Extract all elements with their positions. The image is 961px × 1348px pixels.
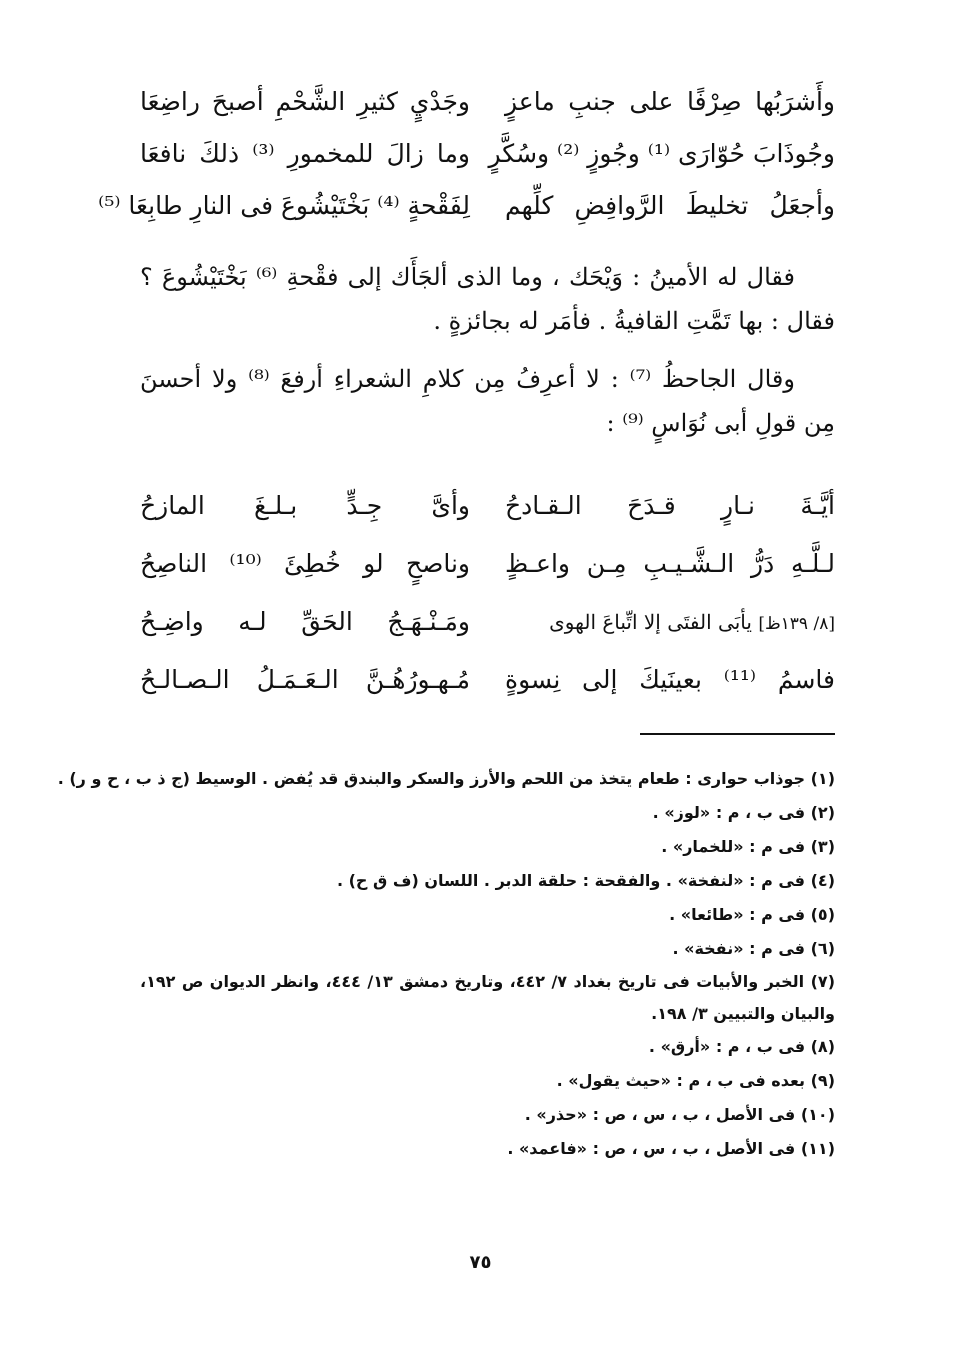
first-hemistich: لـلَّـهِ دَرُّ الـشَّـيـبِ مِـن واعـظٍ [505,549,835,578]
first-hemistich: فاسمُ ⁽¹¹⁾ بعينَيكَ إلى نِسوةٍ [505,665,835,694]
second-hemistich: لِفَقْحةٍ ⁽⁴⁾ بَخْتَيْشُوعَ فى النارِ طابِعَا ⁽⁵⁾ [98,191,470,220]
second-hemistich: وأىَّ جِـدٍّ بـلـغَ المازحُ [140,491,470,520]
footnote-separator [640,733,835,735]
footnote: (٣) فى م : «للخمار» . [661,837,835,856]
manuscript-folio-marker: [٨/ ١٣٩ظ] [758,614,835,634]
footnote: (١١) فى الأصل ، ب ، س ، ص : «فاعمد» . [507,1139,835,1158]
first-hemistich: أيَّـةَ نـارٍ قـدَحَ الـقـادحُ [505,491,835,520]
first-hemistich: وأَشرَبُها صِرْفًا على جنبِ ماعزٍ [505,87,835,116]
verse-line [140,660,835,718]
second-hemistich: وناصحٍ لو خُطِئَ ⁽¹⁰⁾ الناصِحُ [140,549,470,578]
page-number: ٧٥ [469,1252,492,1273]
footnotes [57,762,835,1166]
footnote: (٢) فى ب ، م : «لوز» . [652,803,835,822]
prose-text [140,255,835,445]
footnote: (٥) فى م : «طائعا» . [669,905,835,924]
second-hemistich: ومَـنْـهَـجُ الحَقِّ لـه واضِـحُ [140,607,470,636]
footnote: (١) جوذاب حوارى : طعام يتخذ من اللحم والأرز والسكر والبندق قد يُفض . الوسيط (ج ذ ب ، ح و ر) . [57,769,835,788]
first-hemistich: وأجعَلُ تخليطَ الرَّوافِضِ كلِّهم [505,191,835,220]
verse-line [140,134,835,186]
verse-line [140,486,835,544]
second-hemistich: مُـهـورُهُـنَّ الـعَـمَـلُ الـصـالـحُ [140,665,470,694]
paragraph: فقال له الأمينُ : وَيْحَك ، وما الذى ألجَأَك إلى فقْحةِ ⁽⁶⁾ بَخْتَيْشُوعَ ؟ فقال : بها تَمَّتِ القافيةُ . فأمَر له بجائزةٍ . [140,263,835,335]
paragraph: وقال الجاحظُ ⁽⁷⁾ : لا أعرِفُ مِن كلامِ الشعراءِ أرفعَ ⁽⁸⁾ ولا أحسنَ مِن قولِ أبى نُوَاسٍ ⁽⁹⁾ : [140,365,835,437]
first-hemistich [505,602,835,644]
footnote: (٩) بعده فى ب ، م : «حيث يقول» . [556,1071,835,1090]
footnote: (١٠) فى الأصل ، ب ، س ، ص : «حذر» . [524,1105,835,1124]
footnote: (٦) فى م : «نفخة» . [672,939,835,958]
poem-top [98,82,835,238]
second-hemistich: وما زالَ للمخمورِ ⁽³⁾ ذلكَ نافعَا [140,139,471,168]
footnote: (٨) فى ب ، م : «أرق» . [648,1037,835,1056]
verse-line [140,82,835,134]
verse-line [140,544,835,602]
first-hemistich: وجُوذَابَ حُوّارَى ⁽¹⁾ وجُوزٍ ⁽²⁾ وسُكَّرٍ [488,139,835,168]
poem-bottom [140,486,835,718]
second-hemistich: وجَدْيٍ كثيرِ الشَّحْمِ أصبحَ راضِعَا [140,87,470,116]
hemistich-text: يأبَى الفتَى إلا اتِّباعَ الهوى [549,610,752,634]
footnote: (٤) فى م : «لنفخة» . والفقحة : حلقة الدبر . اللسان (ف ق ح) . [336,871,835,890]
verse-line [98,186,835,238]
footnote: (٧) الخبر والأبيات فى تاريخ بغداد ٧/ ٤٤٢، وتاريخ دمشق ١٣/ ٤٤٤، وانظر الديوان ص ١٩٢، والبيان والتبيين ٣/ ١٩٨. [140,972,835,1023]
verse-line [140,602,835,660]
